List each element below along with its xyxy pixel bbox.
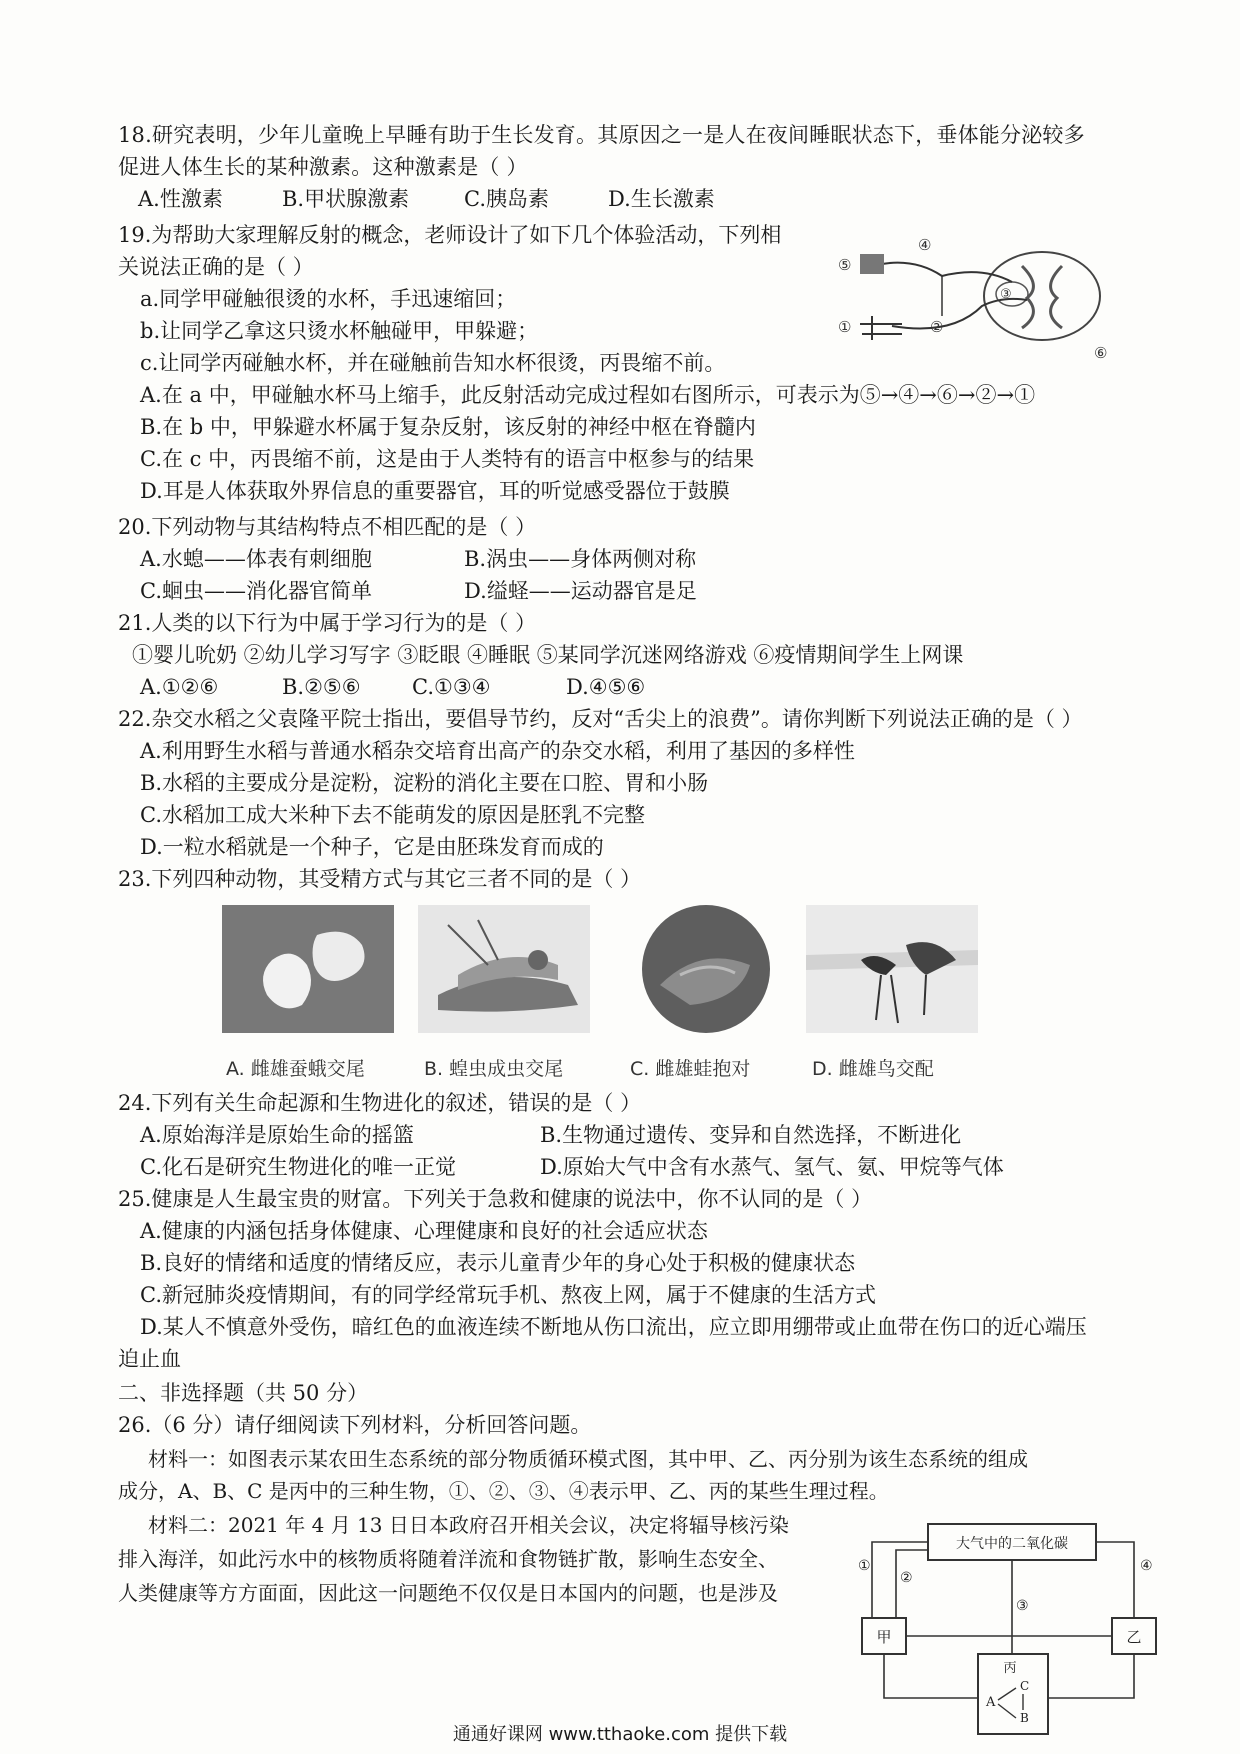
photo-frogs	[620, 905, 792, 1033]
q21-option-a: A.①②⑥	[140, 675, 219, 699]
q19-option-a: A.在 a 中，甲碰触水杯马上缩手，此反射活动完成过程如右图所示，可表示为⑤→④→⑥→②→①	[140, 383, 1036, 407]
organism-a: A	[986, 1695, 996, 1710]
caption-d: D. 雌雄鸟交配	[812, 1058, 934, 1080]
q18-stem-line1: 18.研究表明，少年儿童晚上早睡有助于生长发育。其原因之一是人在夜间睡眠状态下，垂体能分泌较多	[118, 123, 1085, 147]
q26-material1-line1: 材料一：如图表示某农田生态系统的部分物质循环模式图，其中甲、乙、丙分别为该生态系统的组成	[148, 1447, 1028, 1471]
yi-label: 乙	[1126, 1628, 1142, 1646]
arrow-4	[1096, 1542, 1134, 1618]
q21-option-c: C.①③④	[412, 675, 491, 699]
process-2: ②	[900, 1570, 913, 1586]
bing-label: 丙	[1003, 1661, 1017, 1676]
q23-stem: 23.下列四种动物，其受精方式与其它三者不同的是（ ）	[118, 867, 642, 891]
q20-stem: 20.下列动物与其结构特点不相匹配的是（ ）	[118, 515, 537, 539]
q25-stem: 25.健康是人生最宝贵的财富。下列关于急救和健康的说法中，你不认同的是（ ）	[118, 1187, 873, 1211]
efferent-nerve	[892, 299, 1027, 329]
q19-stem-line2: 关说法正确的是（ ）	[118, 255, 314, 279]
jia-label: 甲	[876, 1628, 892, 1646]
organism-b: B	[1020, 1711, 1029, 1725]
co2-label: 大气中的二氧化碳	[956, 1536, 1068, 1552]
q26-material2-line1: 材料二：2021 年 4 月 13 日日本政府召开相关会议，决定将辐导核污染	[148, 1513, 789, 1537]
q22-option-d: D.一粒水稻就是一个种子，它是由胚珠发育而成的	[140, 835, 604, 859]
q24-option-a: A.原始海洋是原始生命的摇篮	[140, 1123, 414, 1147]
q19-item-c: c.让同学丙碰触水杯，并在碰触前告知水杯很烫，丙畏缩不前。	[140, 351, 726, 375]
caption-c: C. 雌雄蛙抱对	[630, 1058, 751, 1080]
q25-option-d-line1: D.某人不慎意外受伤，暗红色的血液连续不断地从伤口流出，应立即用绷带或止血带在伤口的近心端压	[140, 1315, 1087, 1339]
process-1: ①	[858, 1558, 871, 1574]
q24-stem: 24.下列有关生命起源和生物进化的叙述，错误的是（ ）	[118, 1091, 642, 1115]
q21-option-d: D.④⑤⑥	[566, 675, 646, 699]
q25-option-b: B.良好的情绪和适度的情绪反应，表示儿童青少年的身心处于积极的健康状态	[140, 1251, 856, 1275]
label-6: ⑥	[1094, 344, 1108, 362]
q20-option-a: A.水螅——体表有刺细胞	[140, 547, 372, 571]
process-3: ③	[1016, 1598, 1029, 1614]
arrow-jia-bing	[884, 1654, 978, 1698]
q25-option-a: A.健康的内涵包括身体健康、心理健康和良好的社会适应状态	[140, 1219, 708, 1243]
effector-muscle	[860, 316, 902, 340]
photo-birds	[806, 905, 978, 1033]
photo-silkmoth	[222, 905, 394, 1033]
q18-option-a: A.性激素	[138, 187, 223, 211]
q19-option-c: C.在 c 中，丙畏缩不前，这是由于人类特有的语言中枢参与的结果	[140, 447, 755, 471]
q22-option-c: C.水稻加工成大米种下去不能萌发的原因是胚乳不完整	[140, 803, 645, 827]
q19-stem-line1: 19.为帮助大家理解反射的概念，老师设计了如下几个体验活动，下列相	[118, 223, 782, 247]
receptor-skin	[860, 254, 884, 274]
footer: 通通好课网 www.tthaoke.com 提供下载	[452, 1724, 788, 1745]
q19-item-a: a.同学甲碰触很烫的水杯，手迅速缩回；	[140, 287, 517, 311]
photo-locust	[418, 905, 590, 1033]
q24-option-c: C.化石是研究生物进化的唯一正觉	[140, 1155, 456, 1179]
label-3: ③	[1000, 287, 1012, 302]
q21-stem: 21.人类的以下行为中属于学习行为的是（ ）	[118, 611, 537, 635]
q19-option-b: B.在 b 中，甲躲避水杯属于复杂反射，该反射的神经中枢在脊髓内	[140, 415, 756, 439]
q18-option-d: D.生长激素	[608, 187, 715, 211]
label-2: ②	[930, 318, 944, 336]
q18-option-b: B.甲状腺激素	[282, 187, 410, 211]
q22-stem: 22.杂交水稻之父袁隆平院士指出，要倡导节约，反对“舌尖上的浪费”。请你判断下列说法正确的是（ ）	[118, 707, 1083, 731]
q20-option-d: D.缢蛏——运动器官是足	[464, 579, 697, 603]
q20-option-c: C.蛔虫——消化器官简单	[140, 579, 372, 603]
q20-option-b: B.涡虫——身体两侧对称	[464, 547, 697, 571]
q26-material2-line3: 人类健康等方方面面，因此这一问题绝不仅仅是日本国内的问题，也是涉及	[118, 1581, 778, 1605]
caption-b: B. 蝗虫成虫交尾	[424, 1058, 564, 1080]
q26-material1-line2: 成分，A、B、C 是丙中的三种生物，①、②、③、④表示甲、乙、丙的某些生理过程。	[118, 1479, 889, 1503]
q18-stem-line2: 促进人体生长的某种激素。这种激素是（ ）	[118, 155, 528, 179]
arrow-bing-yi	[1048, 1654, 1134, 1698]
q19-item-b: b.让同学乙拿这只烫水杯触碰甲，甲躲避；	[140, 319, 539, 343]
reflex-arc-diagram	[832, 236, 1112, 364]
q26-material2-line2: 排入海洋，如此污水中的核物质将随着洋流和食物链扩散，影响生态安全、	[118, 1547, 778, 1571]
q24-option-b: B.生物通过遗传、变异和自然选择，不断进化	[540, 1123, 962, 1147]
label-4: ④	[918, 236, 932, 254]
q22-option-b: B.水稻的主要成分是淀粉，淀粉的消化主要在口腔、胃和小肠	[140, 771, 709, 795]
organism-c: C	[1020, 1679, 1030, 1693]
q24-option-d: D.原始大气中含有水蒸气、氢气、氨、甲烷等气体	[540, 1155, 1004, 1179]
label-1: ①	[838, 318, 852, 336]
q21-items: ①婴儿吮奶 ②幼儿学习写字 ③眨眼 ④睡眠 ⑤某同学沉迷网络游戏 ⑥疫情期间学生上网课	[132, 643, 964, 667]
process-4: ④	[1140, 1558, 1153, 1574]
caption-a: A. 雌雄蚕蛾交尾	[226, 1058, 365, 1080]
q25-option-c: C.新冠肺炎疫情期间，有的同学经常玩手机、熬夜上网，属于不健康的生活方式	[140, 1283, 876, 1307]
label-5: ⑤	[838, 256, 852, 274]
q26-stem: 26.（6 分）请仔细阅读下列材料，分析回答问题。	[118, 1413, 592, 1437]
q21-option-b: B.②⑤⑥	[282, 675, 361, 699]
q22-option-a: A.利用野生水稻与普通水稻杂交培育出高产的杂交水稻，利用了基因的多样性	[140, 739, 855, 763]
section-heading: 二、非选择题（共 50 分）	[118, 1381, 369, 1405]
q25-option-d-line2: 迫止血	[118, 1347, 181, 1371]
q19-option-d: D.耳是人体获取外界信息的重要器官，耳的听觉感受器位于鼓膜	[140, 479, 730, 503]
q18-option-c: C.胰岛素	[464, 187, 549, 211]
carbon-cycle-diagram	[860, 1520, 1160, 1740]
